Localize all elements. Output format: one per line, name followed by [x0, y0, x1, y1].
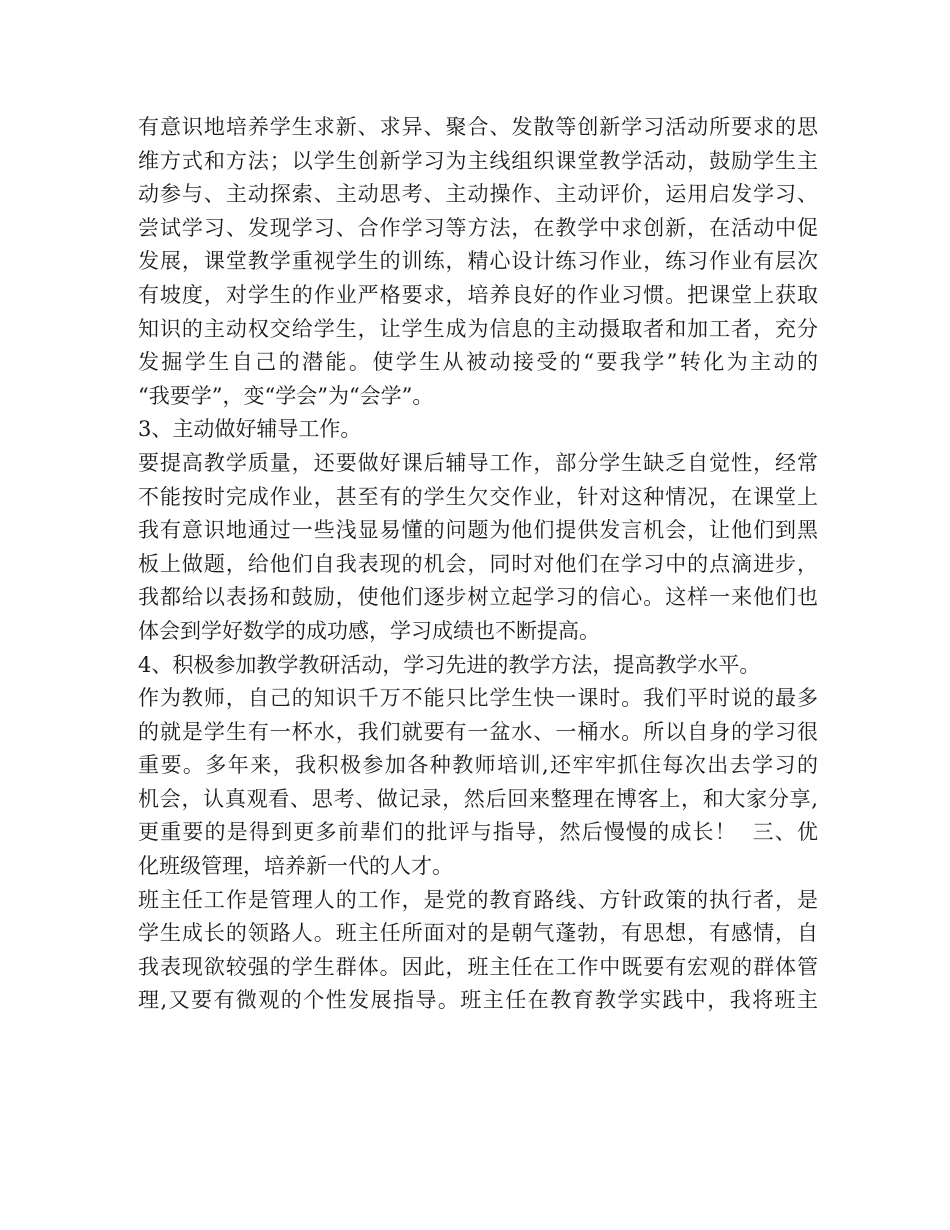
text-line: 有坡度，对学生的作业严格要求，培养良好的作业习惯。把课堂上获取	[138, 282, 818, 307]
text-line: 我都给以表扬和鼓励，使他们逐步树立起学习的信心。这样一来他们也	[138, 585, 818, 610]
text-line: “我要学”，变“学会”为“会学”。	[138, 383, 434, 408]
text-line: 作为教师，自己的知识千万不能只比学生快一课时。我们平时说的最多	[138, 686, 818, 711]
text-line: 发展，课堂教学重视学生的训练，精心设计练习作业，练习作业有层次	[138, 249, 818, 274]
text-line: 的就是学生有一杯水，我们就要有一盆水、一桶水。所以自身的学习很	[138, 719, 818, 744]
section-heading: 3、主动做好辅导工作。	[138, 417, 362, 442]
section-heading: 4、积极参加教学教研活动，学习先进的教学方法，提高教学水平。	[138, 652, 761, 677]
text-line: 理,又要有微观的个性发展指导。班主任在教育教学实践中，我将班主	[138, 988, 818, 1013]
text-line: 发掘学生自己的潜能。使学生从被动接受的“要我学”转化为主动的	[138, 350, 818, 375]
text-line: 体会到学好数学的成功感，学习成绩也不断提高。	[138, 618, 600, 643]
document-body	[138, 111, 818, 1018]
text-line: 板上做题，给他们自我表现的机会，同时对他们在学习中的点滴进步，	[138, 551, 818, 576]
text-line: 更重要的是得到更多前辈们的批评与指导，然后慢慢的成长！ 三、优	[138, 820, 818, 845]
text-line: 不能按时完成作业，甚至有的学生欠交作业，针对这种情况，在课堂上	[138, 484, 818, 509]
text-line: 尝试学习、发现学习、合作学习等方法，在教学中求创新，在活动中促	[138, 215, 818, 240]
text-line: 班主任工作是管理人的工作，是党的教育路线、方针政策的执行者，是	[138, 887, 818, 912]
text-line: 动参与、主动探索、主动思考、主动操作、主动评价，运用启发学习、	[138, 182, 818, 207]
text-line: 我表现欲较强的学生群体。因此，班主任在工作中既要有宏观的群体管	[138, 954, 818, 979]
text-line: 我有意识地通过一些浅显易懂的问题为他们提供发言机会，让他们到黑	[138, 518, 818, 543]
text-line: 学生成长的领路人。班主任所面对的是朝气蓬勃，有思想，有感情，自	[138, 921, 818, 946]
text-line: 机会，认真观看、思考、做记录，然后回来整理在博客上，和大家分享,	[138, 786, 818, 811]
text-line: 维方式和方法；以学生创新学习为主线组织课堂教学活动，鼓励学生主	[138, 148, 818, 173]
text-line: 重要。多年来，我积极参加各种教师培训,还牢牢抓住每次出去学习的	[138, 753, 818, 778]
text-line: 有意识地培养学生求新、求异、聚合、发散等创新学习活动所要求的思	[138, 115, 818, 139]
text-line: 知识的主动权交给学生，让学生成为信息的主动摄取者和加工者，充分	[138, 316, 818, 341]
text-line: 化班级管理，培养新一代的人才。	[138, 854, 453, 879]
text-line: 要提高教学质量，还要做好课后辅导工作，部分学生缺乏自觉性，经常	[138, 450, 818, 475]
